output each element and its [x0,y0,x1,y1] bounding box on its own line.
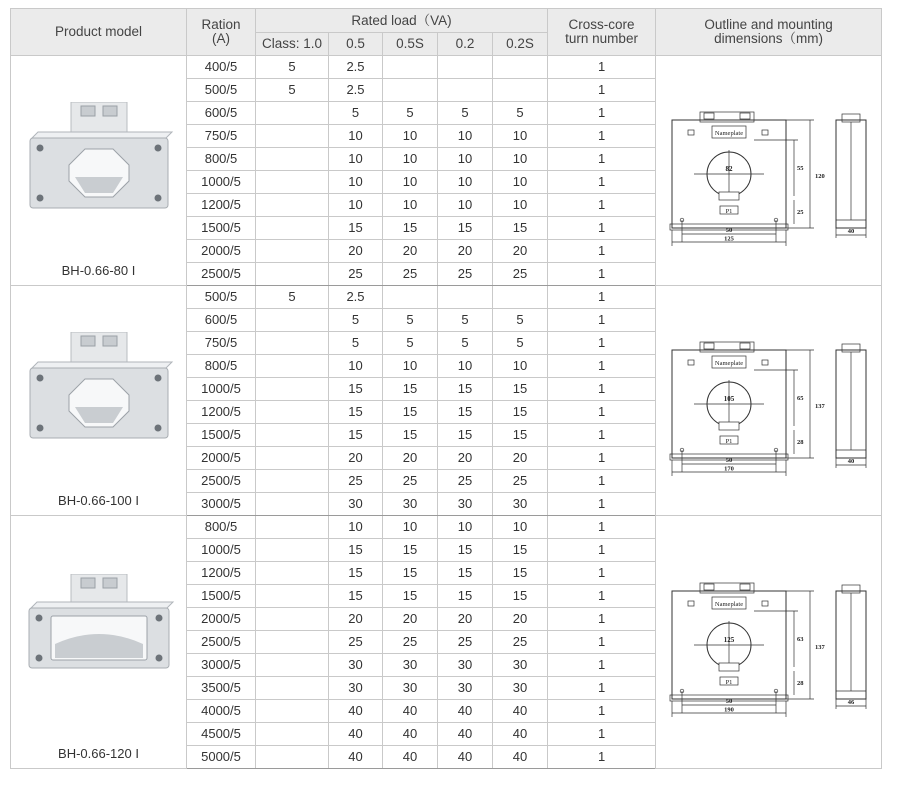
load-class-02s-cell: 10 [493,355,548,378]
ration-cell: 2000/5 [187,608,256,631]
cross-core-turns-cell: 1 [548,631,656,654]
load-class-10-cell [256,516,329,539]
cross-core-turns-cell: 1 [548,585,656,608]
load-class-02-cell: 10 [438,516,493,539]
cross-core-turns-cell: 1 [548,677,656,700]
dim-depth: 46 [847,699,854,706]
load-class-05s-cell [383,286,438,309]
load-class-10-cell: 5 [256,286,329,309]
dim-window: 125 [723,636,734,644]
load-class-02s-cell: 15 [493,585,548,608]
load-class-02-cell: 15 [438,562,493,585]
dim-width: 125 [723,235,734,242]
header-product-model: Product model [11,9,187,56]
load-class-02s-cell [493,56,548,79]
cross-core-turns-cell: 1 [548,493,656,516]
ration-cell: 5000/5 [187,746,256,769]
dim-hole-spacing: 50 [725,226,732,234]
header-class-02s: 0.2S [493,33,548,56]
load-class-05s-cell: 5 [383,309,438,332]
load-class-02s-cell [493,79,548,102]
load-class-05-cell: 10 [329,516,383,539]
load-class-10-cell [256,723,329,746]
load-class-05-cell: 25 [329,631,383,654]
load-class-02-cell: 25 [438,263,493,286]
load-class-05-cell: 10 [329,148,383,171]
load-class-05-cell: 25 [329,470,383,493]
ration-cell: 1500/5 [187,424,256,447]
header-outline-line2: dimensions（mm) [714,31,823,46]
load-class-10-cell [256,447,329,470]
dim-lower: 25 [796,208,804,216]
cross-core-turns-cell: 1 [548,700,656,723]
load-class-05-cell: 15 [329,539,383,562]
p1-label: P1 [725,207,732,215]
load-class-02s-cell: 25 [493,631,548,654]
load-class-02s-cell: 10 [493,171,548,194]
load-class-05-cell: 15 [329,585,383,608]
load-class-05s-cell: 10 [383,194,438,217]
load-class-05-cell: 5 [329,309,383,332]
dim-lower: 28 [796,438,804,446]
load-class-02-cell: 40 [438,746,493,769]
load-class-05s-cell: 15 [383,539,438,562]
ration-cell: 3000/5 [187,493,256,516]
load-class-05-cell: 30 [329,677,383,700]
load-class-05s-cell: 20 [383,240,438,263]
product-cell [11,286,187,516]
cross-core-turns-cell: 1 [548,194,656,217]
outline-drawing [664,567,874,717]
load-class-02s-cell: 10 [493,194,548,217]
cross-core-turns-cell: 1 [548,746,656,769]
load-class-05-cell: 15 [329,401,383,424]
header-cross-core [548,9,656,56]
load-class-05-cell: 25 [329,263,383,286]
load-class-05s-cell: 30 [383,677,438,700]
load-class-02s-cell: 25 [493,470,548,493]
cross-core-turns-cell: 1 [548,539,656,562]
load-class-05-cell: 10 [329,355,383,378]
load-class-05-cell: 40 [329,723,383,746]
cross-core-turns-cell: 1 [548,470,656,493]
load-class-02s-cell: 30 [493,677,548,700]
load-class-02s-cell: 40 [493,746,548,769]
load-class-10-cell [256,102,329,125]
dim-height: 137 [814,402,825,410]
dim-upper: 65 [796,394,804,402]
product-cell [11,516,187,769]
nameplate-label: Nameplate [714,129,743,137]
dim-hole-spacing: 50 [725,698,732,705]
load-class-05-cell: 15 [329,562,383,585]
load-class-10-cell [256,539,329,562]
ration-cell: 2000/5 [187,447,256,470]
dim-width: 170 [723,465,734,472]
ration-cell: 800/5 [187,516,256,539]
load-class-02-cell [438,286,493,309]
load-class-10-cell [256,171,329,194]
cross-core-turns-cell: 1 [548,125,656,148]
ration-cell: 800/5 [187,355,256,378]
load-class-10-cell [256,631,329,654]
header-cross-core-line1: Cross-core [568,17,635,32]
load-class-05-cell: 30 [329,493,383,516]
load-class-02-cell: 10 [438,148,493,171]
table-row [11,286,882,309]
load-class-02s-cell: 15 [493,217,548,240]
product-cell [11,56,187,286]
cross-core-turns-cell: 1 [548,332,656,355]
ration-cell: 1500/5 [187,217,256,240]
load-class-05s-cell: 40 [383,746,438,769]
cross-core-turns-cell: 1 [548,56,656,79]
load-class-10-cell [256,148,329,171]
load-class-05s-cell: 15 [383,562,438,585]
load-class-10-cell [256,470,329,493]
load-class-02s-cell: 15 [493,424,548,447]
load-class-10-cell [256,332,329,355]
dim-height: 120 [814,172,825,180]
load-class-02-cell: 20 [438,240,493,263]
load-class-05-cell: 20 [329,240,383,263]
spec-table [10,8,882,769]
header-class-05: 0.5 [329,33,383,56]
load-class-02s-cell: 20 [493,240,548,263]
header-cross-core-line2: turn number [565,31,638,46]
product-photo [24,102,174,214]
dim-hole-spacing: 50 [725,456,732,464]
load-class-05s-cell: 15 [383,378,438,401]
load-class-10-cell [256,355,329,378]
header-outline-line1: Outline and mounting [704,17,833,32]
load-class-02-cell: 25 [438,631,493,654]
cross-core-turns-cell: 1 [548,286,656,309]
load-class-02s-cell: 20 [493,608,548,631]
ration-cell: 1200/5 [187,194,256,217]
load-class-10-cell [256,700,329,723]
header-ration-line1: Ration [201,17,241,32]
load-class-05-cell: 5 [329,102,383,125]
load-class-02-cell: 10 [438,171,493,194]
cross-core-turns-cell: 1 [548,102,656,125]
outline-dimensions-cell [656,56,882,286]
load-class-10-cell [256,378,329,401]
load-class-10-cell [256,240,329,263]
load-class-10-cell: 5 [256,79,329,102]
load-class-10-cell [256,263,329,286]
load-class-10-cell [256,608,329,631]
load-class-02-cell: 10 [438,355,493,378]
load-class-02s-cell: 15 [493,562,548,585]
cross-core-turns-cell: 1 [548,217,656,240]
header-class-05s: 0.5S [383,33,438,56]
load-class-02-cell: 15 [438,539,493,562]
load-class-10-cell [256,746,329,769]
outline-drawing [664,326,874,476]
table-row [11,56,882,79]
product-model-label: BH-0.66-100 I [58,493,139,508]
ration-cell: 4500/5 [187,723,256,746]
load-class-05s-cell: 10 [383,148,438,171]
ration-cell: 2000/5 [187,240,256,263]
cross-core-turns-cell: 1 [548,148,656,171]
dim-upper: 63 [796,636,804,643]
nameplate-label: Nameplate [714,359,743,367]
ration-cell: 2500/5 [187,263,256,286]
cross-core-turns-cell: 1 [548,171,656,194]
load-class-05-cell: 40 [329,746,383,769]
load-class-02s-cell: 20 [493,447,548,470]
load-class-05-cell: 15 [329,378,383,401]
load-class-05-cell: 20 [329,447,383,470]
load-class-05s-cell: 40 [383,723,438,746]
load-class-05-cell: 2.5 [329,79,383,102]
load-class-02-cell: 5 [438,309,493,332]
load-class-05s-cell: 10 [383,355,438,378]
load-class-02s-cell: 5 [493,332,548,355]
load-class-05-cell: 10 [329,194,383,217]
load-class-05s-cell: 15 [383,424,438,447]
load-class-02-cell: 15 [438,585,493,608]
ration-cell: 2500/5 [187,631,256,654]
load-class-05-cell: 40 [329,700,383,723]
header-ration [187,9,256,56]
load-class-05-cell: 15 [329,424,383,447]
outline-dimensions-cell [656,516,882,769]
ration-cell: 1000/5 [187,378,256,401]
ration-cell: 400/5 [187,56,256,79]
load-class-02-cell: 30 [438,654,493,677]
load-class-02s-cell: 10 [493,148,548,171]
load-class-05s-cell: 15 [383,585,438,608]
p1-label: P1 [725,437,732,445]
ration-cell: 500/5 [187,286,256,309]
cross-core-turns-cell: 1 [548,309,656,332]
load-class-05s-cell: 5 [383,102,438,125]
load-class-02s-cell: 10 [493,125,548,148]
cross-core-turns-cell: 1 [548,562,656,585]
load-class-05-cell: 2.5 [329,56,383,79]
outline-dimensions-cell [656,286,882,516]
nameplate-label: Nameplate [714,601,743,608]
load-class-02-cell: 10 [438,194,493,217]
load-class-02s-cell: 30 [493,654,548,677]
load-class-02-cell: 20 [438,447,493,470]
load-class-05s-cell: 25 [383,263,438,286]
load-class-05-cell: 10 [329,125,383,148]
load-class-02-cell: 10 [438,125,493,148]
load-class-05s-cell: 20 [383,608,438,631]
cross-core-turns-cell: 1 [548,516,656,539]
header-class-02: 0.2 [438,33,493,56]
cross-core-turns-cell: 1 [548,263,656,286]
cross-core-turns-cell: 1 [548,654,656,677]
load-class-02-cell: 40 [438,700,493,723]
cross-core-turns-cell: 1 [548,608,656,631]
load-class-02s-cell: 15 [493,401,548,424]
load-class-05s-cell: 5 [383,332,438,355]
load-class-05-cell: 20 [329,608,383,631]
load-class-10-cell [256,562,329,585]
ration-cell: 1000/5 [187,171,256,194]
load-class-02-cell: 5 [438,102,493,125]
ration-cell: 1500/5 [187,585,256,608]
ration-cell: 4000/5 [187,700,256,723]
product-photo [23,574,175,674]
load-class-10-cell [256,585,329,608]
dim-window: 82 [725,164,733,173]
load-class-05s-cell [383,79,438,102]
load-class-05s-cell: 25 [383,470,438,493]
ration-cell: 500/5 [187,79,256,102]
dim-depth: 40 [847,227,854,235]
outline-drawing [664,96,874,246]
load-class-10-cell [256,493,329,516]
ration-cell: 800/5 [187,148,256,171]
header-outline [656,9,882,56]
header-class-10: Class: 1.0 [256,33,329,56]
table-body [11,56,882,769]
load-class-10-cell [256,401,329,424]
ration-cell: 1200/5 [187,401,256,424]
load-class-05s-cell: 15 [383,217,438,240]
ration-cell: 1200/5 [187,562,256,585]
load-class-02-cell: 15 [438,217,493,240]
load-class-05-cell: 10 [329,171,383,194]
load-class-05s-cell: 30 [383,654,438,677]
load-class-10-cell [256,424,329,447]
cross-core-turns-cell: 1 [548,424,656,447]
load-class-02-cell: 15 [438,401,493,424]
table-row [11,516,882,539]
ration-cell: 3000/5 [187,654,256,677]
cross-core-turns-cell: 1 [548,723,656,746]
load-class-05-cell: 15 [329,217,383,240]
dim-depth: 40 [847,457,854,465]
product-photo [24,332,174,444]
product-model-label: BH-0.66-80 I [61,263,136,278]
load-class-02s-cell: 5 [493,102,548,125]
cross-core-turns-cell: 1 [548,240,656,263]
load-class-05s-cell: 20 [383,447,438,470]
load-class-05-cell: 2.5 [329,286,383,309]
load-class-05s-cell: 40 [383,700,438,723]
load-class-02-cell: 30 [438,493,493,516]
load-class-05s-cell: 10 [383,171,438,194]
cross-core-turns-cell: 1 [548,79,656,102]
load-class-02-cell [438,56,493,79]
load-class-10-cell [256,677,329,700]
dim-window: 105 [723,394,734,403]
load-class-05s-cell: 10 [383,125,438,148]
load-class-05-cell: 5 [329,332,383,355]
load-class-10-cell [256,194,329,217]
dim-upper: 55 [796,164,804,172]
load-class-02s-cell: 40 [493,700,548,723]
load-class-02-cell [438,79,493,102]
load-class-05s-cell [383,56,438,79]
load-class-02s-cell: 25 [493,263,548,286]
load-class-05s-cell: 25 [383,631,438,654]
load-class-05s-cell: 10 [383,516,438,539]
ration-cell: 1000/5 [187,539,256,562]
load-class-10-cell [256,309,329,332]
load-class-02-cell: 15 [438,424,493,447]
load-class-02s-cell: 15 [493,378,548,401]
ration-cell: 750/5 [187,332,256,355]
load-class-02-cell: 5 [438,332,493,355]
cross-core-turns-cell: 1 [548,378,656,401]
load-class-02s-cell: 15 [493,539,548,562]
dim-lower: 28 [796,680,804,687]
load-class-10-cell [256,654,329,677]
load-class-02-cell: 20 [438,608,493,631]
ration-cell: 600/5 [187,102,256,125]
ration-cell: 3500/5 [187,677,256,700]
header-rated-load: Rated load（VA) [256,9,548,33]
load-class-02s-cell [493,286,548,309]
load-class-10-cell [256,125,329,148]
load-class-02s-cell: 40 [493,723,548,746]
header-ration-line2: (A) [212,31,230,46]
load-class-02s-cell: 10 [493,516,548,539]
cross-core-turns-cell: 1 [548,401,656,424]
load-class-02-cell: 25 [438,470,493,493]
load-class-05s-cell: 30 [383,493,438,516]
load-class-02s-cell: 30 [493,493,548,516]
load-class-05s-cell: 15 [383,401,438,424]
cross-core-turns-cell: 1 [548,355,656,378]
load-class-10-cell: 5 [256,56,329,79]
cross-core-turns-cell: 1 [548,447,656,470]
load-class-02-cell: 30 [438,677,493,700]
dim-width: 190 [723,706,734,714]
load-class-02-cell: 40 [438,723,493,746]
ration-cell: 2500/5 [187,470,256,493]
load-class-02s-cell: 5 [493,309,548,332]
load-class-02-cell: 15 [438,378,493,401]
p1-label: P1 [725,679,732,686]
ration-cell: 750/5 [187,125,256,148]
load-class-10-cell [256,217,329,240]
dim-height: 137 [814,644,825,651]
ration-cell: 600/5 [187,309,256,332]
load-class-05-cell: 30 [329,654,383,677]
product-model-label: BH-0.66-120 I [58,746,139,761]
